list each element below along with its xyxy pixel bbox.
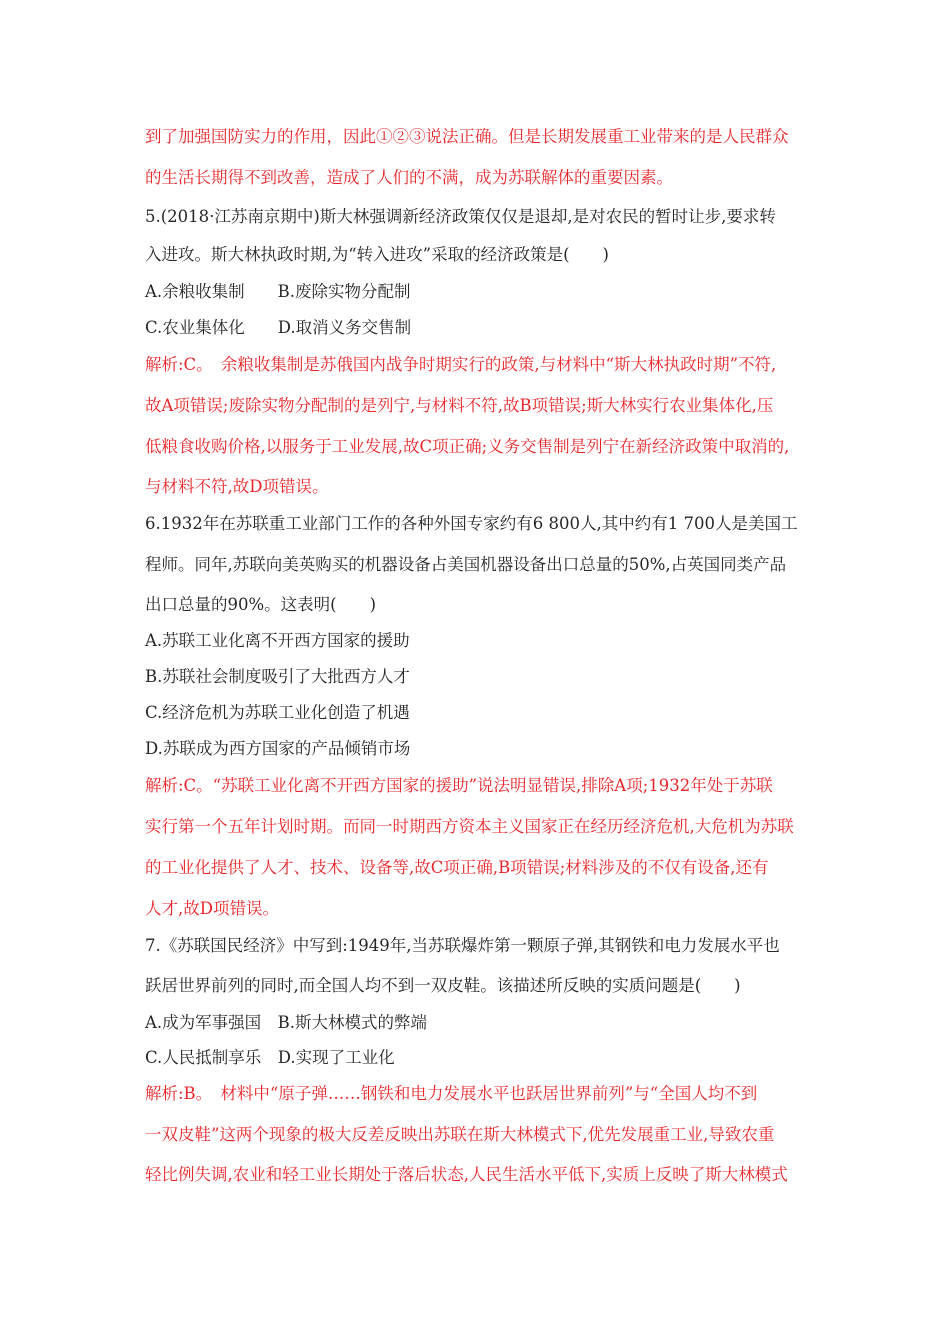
question-5-answer: 解析:C。 余粮收集制是苏俄国内战争时期实行的政策,与材料中“斯大林执政时期”不符, bbox=[145, 355, 777, 374]
question-7-stem: 跃居世界前列的同时,而全国人均不到一双皮鞋。该描述所反映的实质问题是( ) bbox=[145, 976, 741, 995]
question-6-stem: 程师。同年,苏联向美英购买的机器设备占美国机器设备出口总量的50%,占英国同类产品 bbox=[145, 555, 787, 574]
question-6-answer: 解析:C。“苏联工业化离不开西方国家的援助”说法明显错误,排除A项;1932年处于苏联 bbox=[145, 776, 773, 795]
question-5-options: C.农业集体化 D.取消义务交售制 bbox=[145, 318, 412, 337]
question-6-stem: 6.1932年在苏联重工业部门工作的各种外国专家约有6 800人,其中约有1 700人是美国工 bbox=[145, 514, 798, 533]
question-7-options: C.人民抵制享乐 D.实现了工业化 bbox=[145, 1048, 395, 1067]
answer-text-line: 到了加强国防实力的作用，因此①②③说法正确。但是长期发展重工业带来的是人民群众 bbox=[145, 127, 789, 146]
question-5-answer: 低粮食收购价格,以服务于工业发展,故C项正确;义务交售制是列宁在新经济政策中取消的, bbox=[145, 437, 790, 456]
question-6-option-d: D.苏联成为西方国家的产品倾销市场 bbox=[145, 739, 411, 758]
question-6-option-b: B.苏联社会制度吸引了大批西方人才 bbox=[145, 667, 410, 686]
question-7-answer: 一双皮鞋”这两个现象的极大反差反映出苏联在斯大林模式下,优先发展重工业,导致农重 bbox=[145, 1125, 775, 1144]
answer-text-line: 的生活长期得不到改善，造成了人们的不满，成为苏联解体的重要因素。 bbox=[145, 168, 673, 187]
question-5-stem: 入进攻。斯大林执政时期,为“转入进攻”采取的经济政策是( ) bbox=[145, 245, 609, 264]
question-5-stem: 5.(2018·江苏南京期中)斯大林强调新经济政策仅仅是退却,是对农民的暂时让步,要求转 bbox=[145, 207, 776, 226]
question-6-answer: 的工业化提供了人才、技术、设备等,故C项正确,B项错误;材料涉及的不仅有设备,还有 bbox=[145, 858, 769, 877]
question-6-stem: 出口总量的90%。这表明( ) bbox=[145, 595, 377, 614]
question-5-answer: 与材料不符,故D项错误。 bbox=[145, 477, 329, 496]
question-7-answer: 解析:B。 材料中“原子弹……钢铁和电力发展水平也跃居世界前列”与“全国人均不到 bbox=[145, 1084, 758, 1103]
question-6-option-a: A.苏联工业化离不开西方国家的援助 bbox=[145, 631, 410, 650]
question-5-answer: 故A项错误;废除实物分配制的是列宁,与材料不符,故B项错误;斯大林实行农业集体化,压 bbox=[145, 396, 774, 415]
question-7-answer: 轻比例失调,农业和轻工业长期处于落后状态,人民生活水平低下,实质上反映了斯大林模式 bbox=[145, 1165, 788, 1184]
question-6-answer: 人才,故D项错误。 bbox=[145, 899, 279, 918]
question-6-answer: 实行第一个五年计划时期。而同一时期西方资本主义国家正在经历经济危机,大危机为苏联 bbox=[145, 817, 794, 836]
question-5-options: A.余粮收集制 B.废除实物分配制 bbox=[145, 282, 411, 301]
question-6-option-c: C.经济危机为苏联工业化创造了机遇 bbox=[145, 703, 410, 722]
question-7-stem: 7.《苏联国民经济》中写到:1949年,当苏联爆炸第一颗原子弹,其钢铁和电力发展水平也 bbox=[145, 936, 780, 955]
question-7-options: A.成为军事强国 B.斯大林模式的弊端 bbox=[145, 1013, 428, 1032]
